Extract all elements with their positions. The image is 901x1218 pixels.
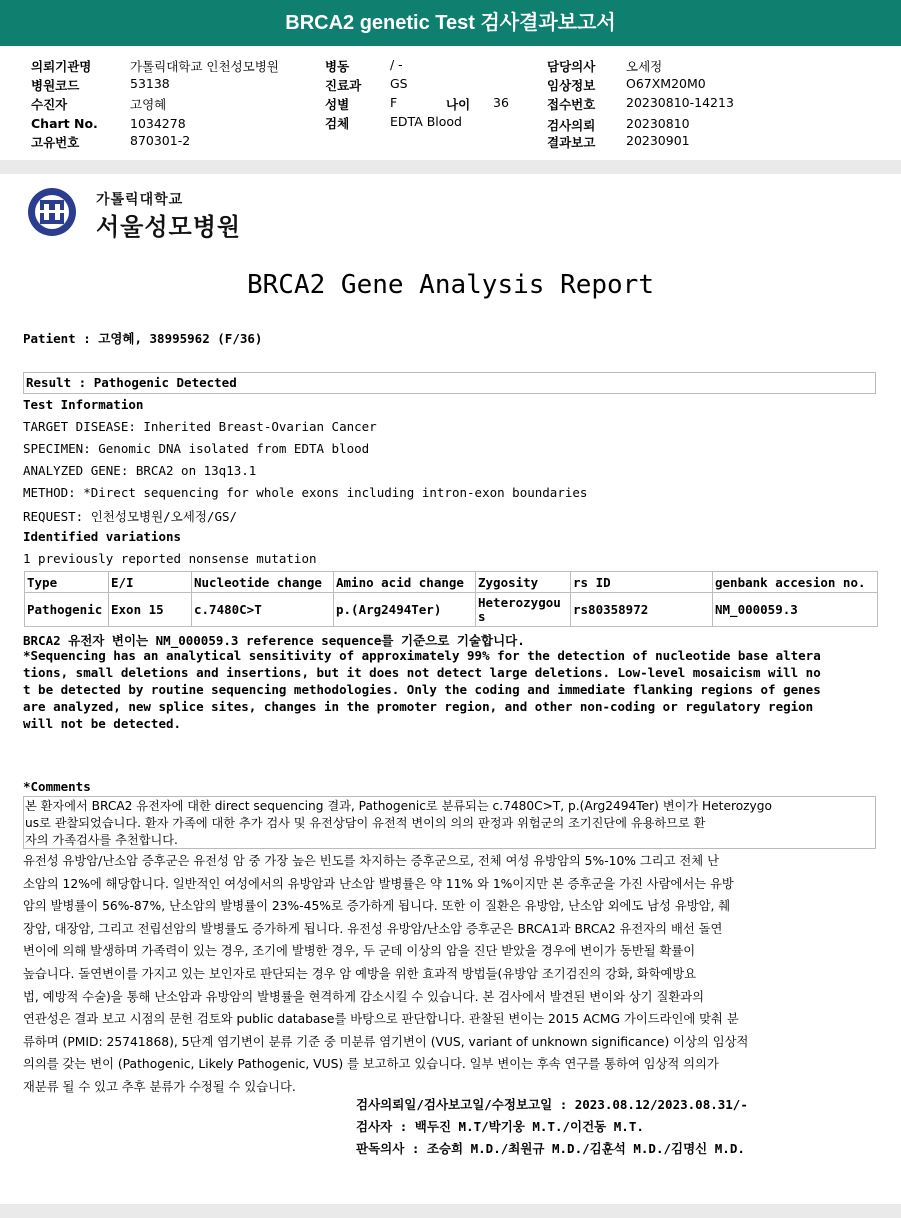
report-dates: 검사의뢰일/검사보고일/수정보고일 : 2023.08.12/2023.08.31/- (356, 1097, 748, 1112)
table-cell: rs80358972 (571, 593, 713, 627)
comments-boxed-text (25, 798, 772, 849)
sequencing-note-line: will not be detected. (23, 716, 182, 731)
test-info-line: REQUEST: 인천성모병원/오세정/GS/ (23, 509, 238, 524)
header-value: 20230810-14213 (626, 95, 734, 110)
header-value: 870301-2 (130, 133, 191, 148)
test-info-heading: Test Information (23, 397, 144, 412)
test-info-line: SPECIMEN: Genomic DNA isolated from EDTA blood (23, 441, 370, 456)
testers: 검사자 : 백두진 M.T/박기웅 M.T./이건동 M.T. (356, 1119, 644, 1134)
comments-body-line: 소암의 12%에 해당합니다. 일반적인 여성에서의 유방암과 난소암 발병률은 약 11% 와 1%이지만 본 증후군을 가진 사람에서는 유방 (23, 876, 734, 891)
sequencing-note-line: tions, small deletions and insertions, but it does not detect large deletions. Low-level mosaicism will no (23, 665, 821, 680)
table-header-cell: Type (25, 572, 109, 593)
sequencing-note-line: *Sequencing has an analytical sensitivity of approximately 99% for the detection of nucleotide base altera (23, 648, 821, 663)
table-header-cell: Nucleotide change (192, 572, 334, 593)
test-info-line: TARGET DISEASE: Inherited Breast-Ovarian Cancer (23, 419, 377, 434)
identified-summary: 1 previously reported nonsense mutation (23, 551, 317, 566)
header-label: 수진자 (31, 97, 68, 112)
comments-body (23, 850, 748, 1099)
table-cell: Pathogenic (25, 593, 109, 627)
header-value: GS (390, 76, 408, 91)
comments-body-line: 유전성 유방암/난소암 증후군은 유전성 암 중 가장 높은 빈도를 차지하는 증후군으로, 전체 여성 유방암의 5%-10% 그리고 전체 난 (23, 854, 719, 868)
header-label: 나이 (446, 97, 471, 112)
comments-body-line: 높습니다. 돌연변이를 가지고 있는 보인자로 판단되는 경우 암 예방을 위한 효과적 방법들(유방암 조기검진의 강화, 화학예방요 (23, 966, 697, 981)
comments-body-line: 의의를 갖는 변이 (Pathogenic, Likely Pathogenic, VUS) 를 보고하고 있습니다. 일부 변이는 후속 연구를 통하여 임상적 의의가 (23, 1057, 719, 1072)
comments-body-line: 장암, 대장암, 그리고 전립선암의 발병률도 증가하게 됩니다. 유전성 유방암/난소암 증후군은 BRCA1과 BRCA2 유전자의 배선 돌연 (23, 921, 723, 936)
comments-body-line: 법, 예방적 수술)을 통해 난소암과 유방암의 발병률을 현격하게 감소시킬 수 있습니다. 본 검사에서 발견된 변이와 상기 질환과의 (23, 989, 704, 1004)
report-banner: BRCA2 genetic Test 검사결과보고서 (0, 0, 901, 46)
comments-boxed-line: 자의 가족검사를 추천합니다. (25, 833, 178, 847)
table-cell: p.(Arg2494Ter) (334, 593, 476, 627)
header-label: 임상정보 (547, 78, 596, 93)
table-header-cell: Amino acid change (334, 572, 476, 593)
table-cell: Exon 15 (109, 593, 192, 627)
header-label: 검체 (325, 116, 350, 131)
header-value: 가톨릭대학교 인천성모병원 (130, 59, 279, 74)
comments-body-line: 암의 발병률이 56%-87%, 난소암의 발병률이 23%-45%로 증가하게 됩니다. 또한 이 질환은 유방암, 난소암 외에도 남성 유방암, 췌 (23, 899, 731, 914)
table-cell: NM_000059.3 (713, 593, 878, 627)
header-value: 오세정 (626, 59, 663, 74)
header-label: Chart No. (31, 116, 98, 131)
header-value: 20230810 (626, 116, 690, 131)
test-info-line: ANALYZED GENE: BRCA2 on 13q13.1 (23, 463, 257, 478)
header-label: 고유번호 (31, 135, 80, 150)
header-value: 1034278 (130, 116, 186, 131)
header-divider (0, 160, 901, 174)
comments-body-line: 재분류 될 수 있고 추후 분류가 수정될 수 있습니다. (23, 1079, 296, 1094)
result-line: Result : Pathogenic Detected (26, 375, 237, 390)
header-label: 성별 (325, 97, 350, 112)
header-value: 36 (493, 95, 509, 110)
comments-body-line: 연관성은 결과 보고 시점의 문헌 검토와 public database를 바탕으로 판단합니다. 관찰된 변이는 2015 ACMG 가이드라인에 맞춰 분 (23, 1012, 739, 1027)
header-label: 진료과 (325, 78, 362, 93)
table-header-cell: Zygosity (476, 572, 571, 593)
header-label: 병원코드 (31, 78, 80, 93)
header-label: 접수번호 (547, 97, 596, 112)
hospital-name-line1: 가톨릭대학교 (96, 192, 184, 208)
header-value: / - (390, 57, 403, 72)
table-cell: Heterozygous (476, 593, 571, 627)
header-value: 53138 (130, 76, 170, 91)
comments-heading: *Comments (23, 779, 91, 794)
hospital-name-line2: 서울성모병원 (96, 213, 242, 241)
comments-body-line: 변이에 의해 발생하며 가족력이 있는 경우, 조기에 발병한 경우, 두 군데 이상의 암을 진단 받았을 경우에 변이가 동반될 확률이 (23, 944, 696, 959)
header-value: O67XM20M0 (626, 76, 706, 91)
header-value: F (390, 95, 398, 110)
identified-heading: Identified variations (23, 529, 182, 544)
comments-body-line: 류하며 (PMID: 25741868), 5단계 염기변이 분류 기준 중 미분류 염기변이 (VUS, variant of unknown significance) 이상의 임상적 (23, 1034, 749, 1049)
header-value: 고영혜 (130, 97, 167, 112)
table-header-cell: E/I (109, 572, 192, 593)
sequencing-note-line: are analyzed, new splice sites, changes in the promoter region, and other non-coding or regulatory region (23, 699, 814, 714)
header-label: 담당의사 (547, 59, 596, 74)
header-label: 의뢰기관명 (31, 59, 92, 74)
header-value: EDTA Blood (390, 114, 462, 129)
header-value: 20230901 (626, 133, 690, 148)
sequencing-note (23, 647, 821, 732)
reference-note: BRCA2 유전자 변이는 NM_000059.3 reference sequence를 기준으로 기술합니다. (23, 633, 525, 648)
table-header-cell: rs ID (571, 572, 713, 593)
header-label: 병동 (325, 59, 350, 74)
report-title: BRCA2 Gene Analysis Report (247, 270, 654, 300)
header-label: 검사의뢰 (547, 118, 596, 133)
comments-boxed-line: us로 관찰되었습니다. 환자 가족에 대한 추가 검사 및 유전상담이 유전적 변이의 의의 판정과 위험군의 조기진단에 유용하므로 환 (25, 816, 706, 830)
table-cell: c.7480C>T (192, 593, 334, 627)
header-label: 결과보고 (547, 135, 596, 150)
sequencing-note-line: t be detected by routine sequencing methodologies. Only the coding and immediate flanking regions of genes (23, 682, 821, 697)
hospital-logo-icon (22, 186, 82, 238)
comments-boxed-line: 본 환자에서 BRCA2 유전자에 대한 direct sequencing 결과, Pathogenic로 분류되는 c.7480C>T, p.(Arg2494Ter) 변이가 Heterozygo (25, 799, 772, 813)
test-info-line: METHOD: *Direct sequencing for whole exons including intron-exon boundaries (23, 485, 588, 500)
reading-physicians: 판독의사 : 조승희 M.D./최원규 M.D./김훈석 M.D./김명신 M.D. (356, 1141, 745, 1156)
patient-line: Patient : 고영혜, 38995962 (F/36) (23, 331, 263, 346)
table-header-cell: genbank accesion no. (713, 572, 878, 593)
footer-divider (0, 1204, 901, 1218)
variant-table (24, 571, 878, 627)
